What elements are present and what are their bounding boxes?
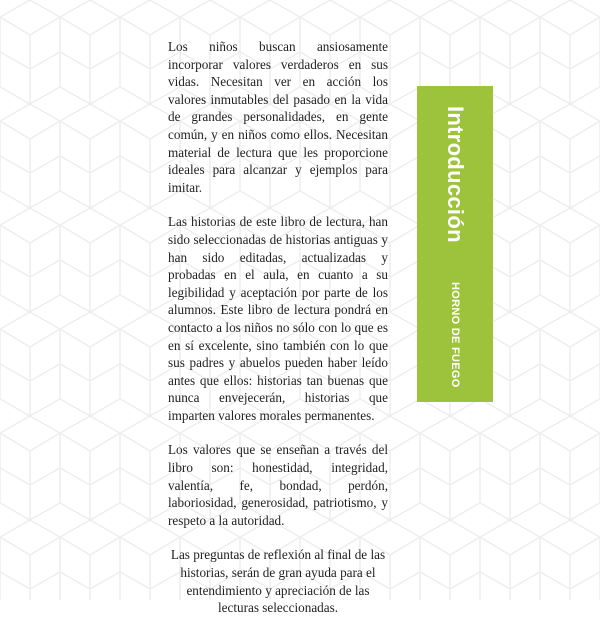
paragraph-4: Las preguntas de reflexión al final de las historias, serán de gran ayuda para el entendimiento y apreciación de las lecturas seleccionadas.	[170, 547, 386, 616]
paragraph-3: Los valores que se enseñan a través del libro son: honestidad, integridad, valentía, fe, bondad, perdón, laboriosidad, generosidad, patriotismo, y respeto a la autoridad.	[168, 442, 388, 528]
chapter-title: Introducción	[443, 106, 468, 243]
book-title: HORNO DE FUEGO	[449, 282, 461, 388]
paragraph-1: Los niños buscan ansiosamente incorporar valores verdaderos en sus vidas. Necesitan ver en acción los valores inmutables del pasado en la vida de grandes personalidades, en gente común, y en niños como ellos. Necesitan material de lectura que les proporcione ideales para alcanzar y ejemplos para imitar.	[168, 39, 388, 195]
paragraph-2: Las historias de este libro de lectura, han sido seleccionadas de historias antiguas y han sido editadas, actualizadas y probadas en el aula, en cuanto a su legibilidad y aceptación por parte de los alumnos. Este libro de lectura pondrá en contacto a los niños no sólo con lo que es en sí excelente, sino también con lo que sus padres y abuelos pueden haber leído antes que ellos: historias tan buenas que nunca envejecerán, historias que imparten valores morales permanentes.	[168, 214, 388, 423]
chapter-side-tab	[417, 86, 493, 402]
introduction-body	[168, 38, 388, 634]
